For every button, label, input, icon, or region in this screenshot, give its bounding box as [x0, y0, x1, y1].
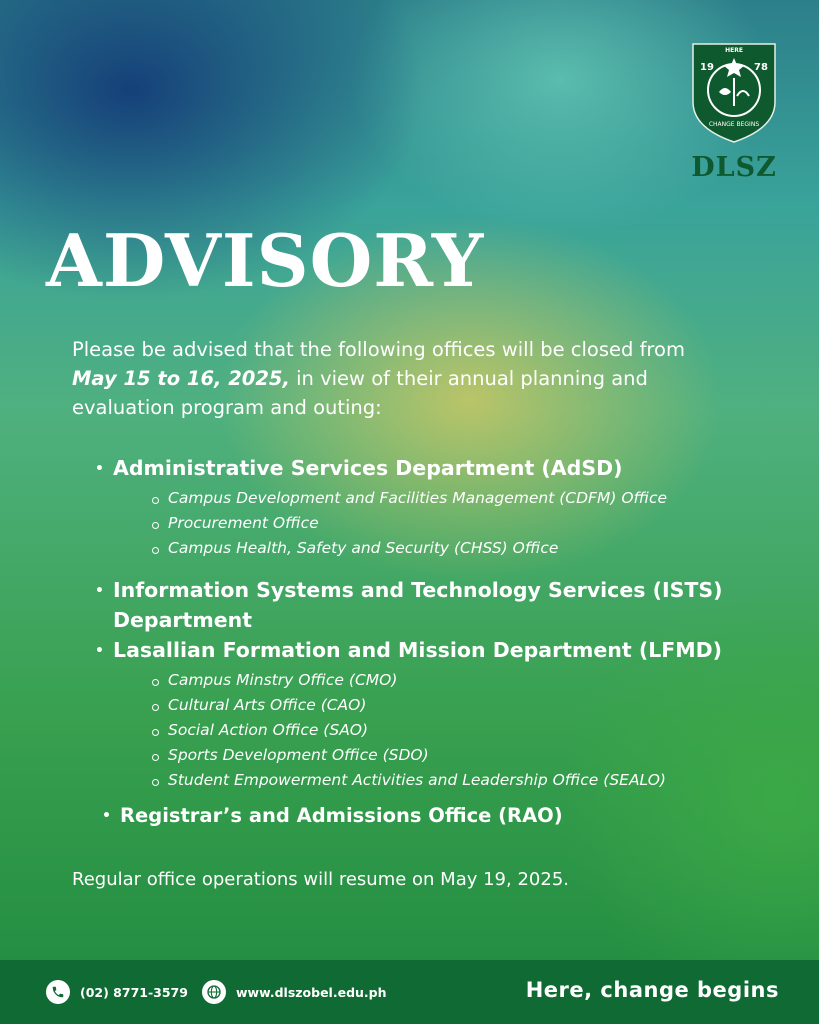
department-name: Lasallian Formation and Mission Department (LFMD) [113, 638, 723, 662]
department-adsd [95, 454, 622, 484]
phone-icon [46, 980, 70, 1004]
department-name: Registrar’s and Admissions Office (RAO) [120, 804, 563, 827]
office-item: Cultural Arts Office (CAO) [152, 693, 666, 718]
office-item: Student Empowerment Activities and Leadership Office (SEALO) [152, 768, 666, 793]
closing-statement: Regular office operations will resume on May 19, 2025. [72, 869, 569, 890]
logo-year-right: 78 [754, 62, 768, 73]
closure-date: May 15 to 16, 2025, [72, 367, 290, 390]
globe-icon [202, 980, 226, 1004]
office-item: Social Action Office (SAO) [152, 718, 666, 743]
intro-paragraph [72, 335, 752, 422]
dlsz-shield-icon [689, 40, 779, 144]
logo-arc-text: CHANGE BEGINS [708, 121, 760, 128]
lfmd-office-list [152, 668, 666, 793]
department-name-line1: Information Systems and Technology Services (ISTS) [113, 578, 723, 602]
department-name-line2: Department [113, 607, 252, 632]
department-name: Administrative Services Department (AdSD) [113, 456, 623, 480]
office-item: Sports Development Office (SDO) [152, 743, 666, 768]
office-item: Campus Development and Facilities Management (CDFM) Office [152, 486, 667, 511]
department-rao [102, 801, 563, 831]
office-item: Procurement Office [152, 511, 667, 536]
website-link[interactable] [202, 980, 387, 1004]
logo-year-left: 19 [700, 62, 714, 73]
phone-number: (02) 8771-3579 [80, 984, 188, 1000]
adsd-office-list [152, 486, 667, 561]
dlsz-logo [686, 40, 782, 183]
intro-before: Please be advised that the following offices will be closed from [72, 338, 685, 361]
website-url: www.dlszobel.edu.ph [236, 984, 387, 1000]
page-title: ADVISORY [46, 218, 485, 303]
office-item: Campus Minstry Office (CMO) [152, 668, 666, 693]
tagline: Here, change begins [525, 978, 779, 1002]
office-item: Campus Health, Safety and Security (CHSS) Office [152, 536, 667, 561]
bullet-icon: • [95, 582, 104, 599]
logo-top-text: HERE [725, 47, 743, 54]
intro-after: in view of their annual planning and evaluation program and outing: [72, 367, 648, 419]
department-lfmd [95, 636, 722, 666]
phone-contact[interactable] [46, 980, 188, 1004]
bullet-icon: • [95, 642, 104, 659]
footer-bar [0, 960, 819, 1024]
bullet-icon: • [95, 460, 104, 477]
department-ists [95, 576, 722, 635]
bullet-icon: • [102, 808, 111, 824]
logo-name: DLSZ [691, 152, 777, 183]
